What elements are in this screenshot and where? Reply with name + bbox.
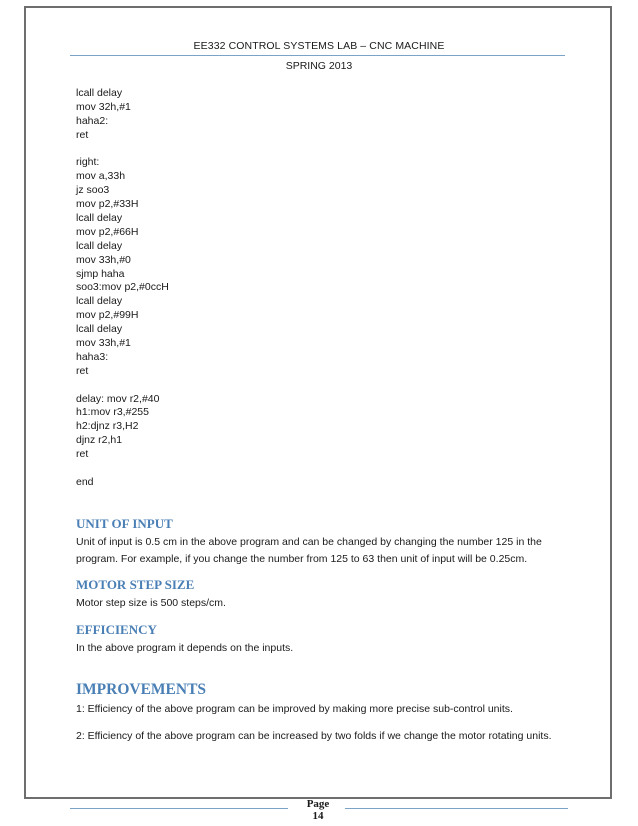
code-line: soo3:mov p2,#0ccH [76, 281, 169, 294]
code-line [76, 143, 169, 157]
header-rule [70, 55, 565, 56]
code-line: sjmp haha [76, 267, 125, 280]
code-line: mov 33h,#0 [76, 253, 131, 266]
code-line: ret [76, 364, 89, 377]
motor-step-size-text: Motor step size is 500 steps/cm. [76, 597, 226, 609]
page-number-value: 14 [312, 810, 324, 822]
code-line: lcall delay [76, 295, 123, 308]
footer-rule-right [345, 808, 568, 809]
code-line: mov a,33h [76, 170, 126, 183]
code-line: lcall delay [76, 323, 123, 336]
code-line: ret [76, 448, 89, 461]
code-line: mov p2,#33H [76, 198, 139, 211]
efficiency-text: In the above program it depends on the inputs. [76, 642, 294, 654]
code-line: haha2: [76, 114, 109, 127]
page-label: Page [306, 798, 330, 810]
heading-motor-step-size: MOTOR STEP SIZE [76, 577, 195, 592]
code-line: h2:djnz r3,H2 [76, 420, 139, 433]
header-title: EE332 CONTROL SYSTEMS LAB – CNC MACHINE [193, 40, 445, 52]
header-subtitle: SPRING 2013 [285, 60, 353, 72]
code-line [76, 379, 169, 393]
code-line: mov p2,#66H [76, 225, 139, 238]
code-line: jz soo3 [76, 184, 110, 197]
code-line: end [76, 475, 94, 488]
code-line: h1:mov r3,#255 [76, 406, 149, 419]
heading-efficiency: EFFICIENCY [76, 622, 157, 637]
improvement-item-2: 2: Efficiency of the above program can be increased by two folds if we change the motor rotating units. [76, 730, 552, 742]
code-line: delay: mov r2,#40 [76, 392, 160, 405]
code-listing [76, 87, 169, 490]
code-line: mov 32h,#1 [76, 100, 131, 113]
code-line [76, 462, 169, 476]
code-line: lcall delay [76, 239, 123, 252]
heading-unit-of-input: UNIT OF INPUT [76, 516, 173, 531]
code-line: haha3: [76, 350, 109, 363]
heading-improvements: IMPROVEMENTS [76, 681, 207, 698]
code-line: mov p2,#99H [76, 309, 139, 322]
code-line: lcall delay [76, 87, 123, 99]
page-number [298, 798, 338, 822]
code-line: djnz r2,h1 [76, 434, 123, 447]
code-line: right: [76, 156, 100, 169]
code-line: ret [76, 128, 89, 141]
improvement-item-1: 1: Efficiency of the above program can be improved by making more precise sub-control units. [76, 703, 513, 715]
code-line: mov 33h,#1 [76, 337, 131, 350]
footer-rule-left [70, 808, 288, 809]
code-line: lcall delay [76, 212, 123, 225]
unit-of-input-text: Unit of input is 0.5 cm in the above program and can be changed by changing the number 125 in the program. For example, if you change the number from 125 to 63 then unit of input will be 0.25cm. [76, 536, 542, 565]
